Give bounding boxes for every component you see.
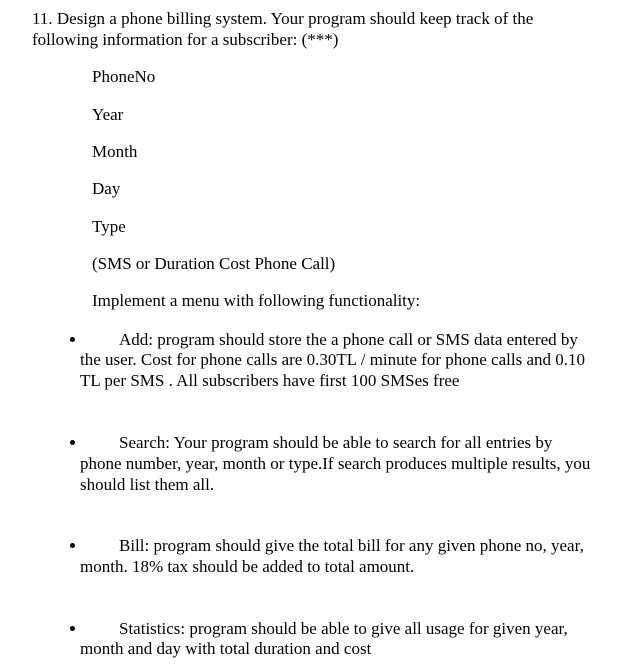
item-line: month. 18% tax should be added to total amount. bbox=[80, 557, 415, 576]
item-line: phone number, year, month or type.If search produces multiple results, you bbox=[80, 454, 591, 473]
field-month: Month bbox=[92, 142, 138, 161]
field-day: Day bbox=[92, 179, 121, 198]
field-type: Type bbox=[92, 217, 126, 236]
field-type-options: (SMS or Duration Cost Phone Call) bbox=[92, 254, 336, 273]
item-line: Add: program should store the a phone call or SMS data entered by bbox=[119, 330, 578, 349]
bullet-icon bbox=[70, 337, 75, 342]
item-line: Search: Your program should be able to search for all entries by bbox=[119, 433, 553, 452]
item-line: TL per SMS . All subscribers have first 100 SMSes free bbox=[80, 371, 460, 390]
bullet-icon bbox=[70, 543, 75, 548]
item-line: month and day with total duration and cost bbox=[80, 639, 372, 658]
menu-intro: Implement a menu with following functionality: bbox=[92, 291, 421, 310]
item-line: Bill: program should give the total bill for any given phone no, year, bbox=[119, 536, 584, 555]
item-line: Statistics: program should be able to give all usage for given year, bbox=[119, 619, 568, 638]
item-line: the user. Cost for phone calls are 0.30TL / minute for phone calls and 0.10 bbox=[80, 350, 585, 369]
heading-line-2: following information for a subscriber: (***) bbox=[32, 30, 339, 49]
field-phoneno: PhoneNo bbox=[92, 67, 156, 86]
item-line: should list them all. bbox=[80, 475, 215, 494]
heading-line-1: 11. Design a phone billing system. Your program should keep track of the bbox=[32, 9, 534, 28]
bullet-icon bbox=[70, 440, 75, 445]
field-year: Year bbox=[92, 105, 124, 124]
bullet-icon bbox=[70, 626, 75, 631]
